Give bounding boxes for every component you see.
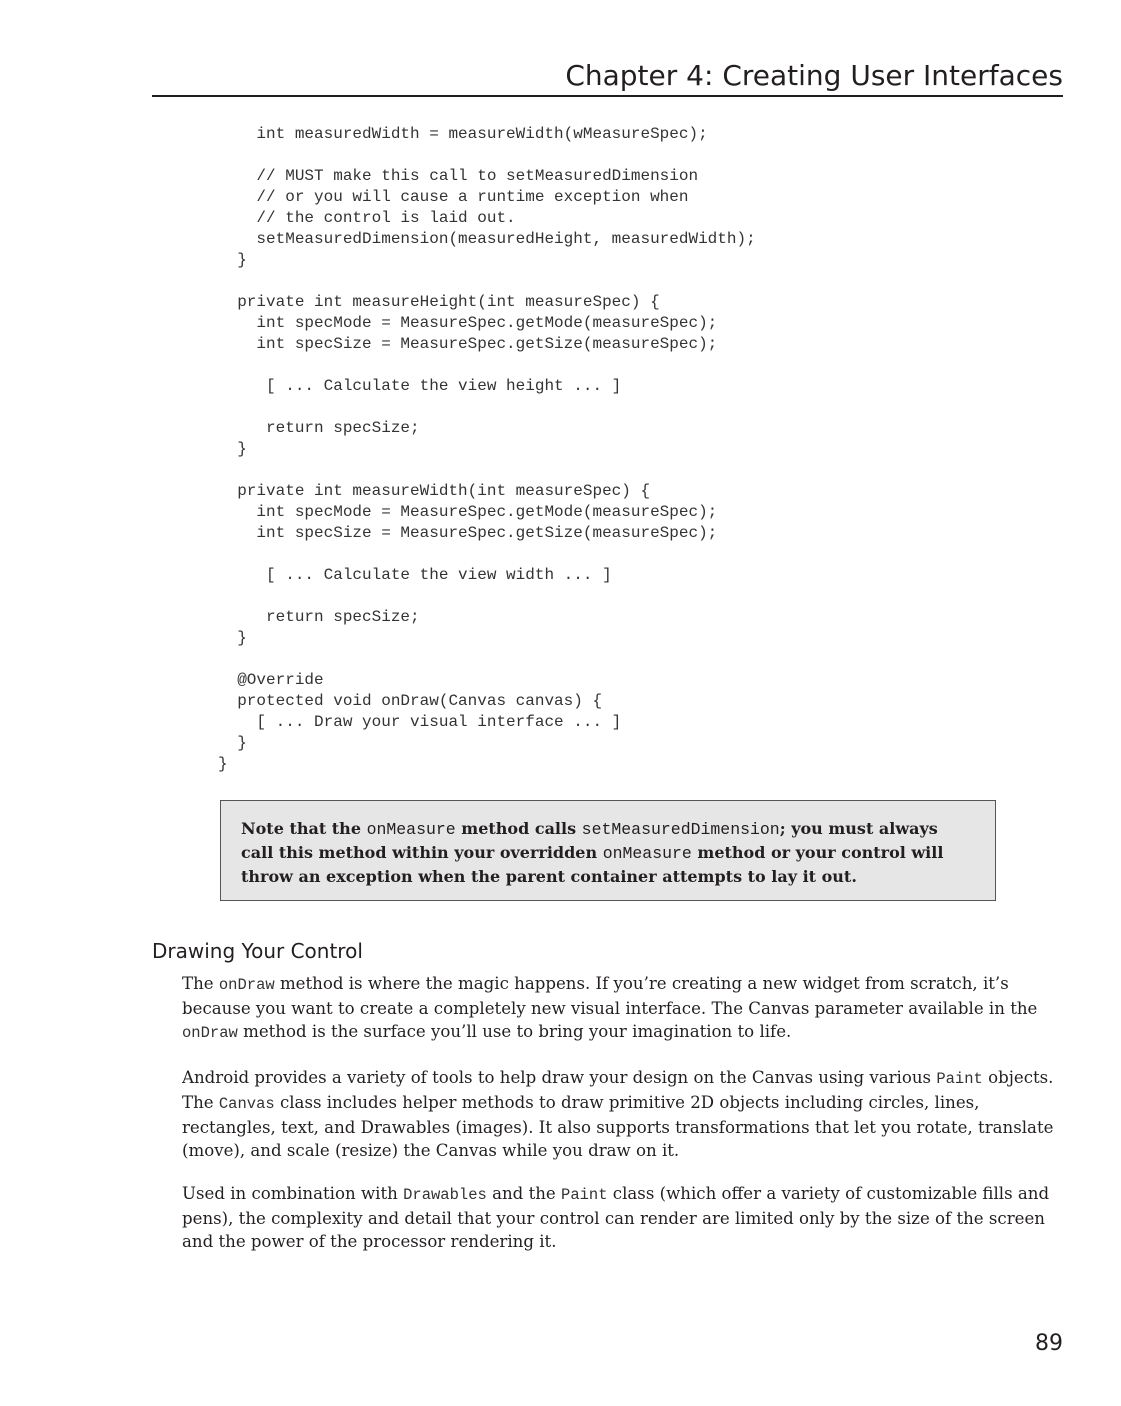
code-line: int specSize = MeasureSpec.getSize(measureSpec); (218, 335, 718, 353)
note-code: setMeasuredDimension (581, 820, 780, 839)
code-line: [ ... Calculate the view width ... ] (218, 566, 612, 584)
note-text: Note that the (241, 819, 367, 838)
paragraph-text: The (182, 974, 219, 993)
paragraph-text: method is where the magic happens. If you’re creating a new widget from scratch, it’s because you want to create a completely new visual interface. The Canvas parameter available in the (182, 974, 1038, 1018)
code-line: int measuredWidth = measureWidth(wMeasureSpec); (218, 125, 708, 143)
note-box (220, 800, 996, 901)
page-number: 89 (1035, 1331, 1063, 1356)
note-text: method or your control will throw an exception when the parent container attempts to lay it out. (241, 843, 944, 886)
code-line: [ ... Draw your visual interface ... ] (218, 713, 622, 731)
chapter-title: Chapter 4: Creating User Interfaces (565, 59, 1063, 92)
note-text: method calls (455, 819, 582, 838)
paragraph-text: method is the surface you’ll use to bring your imagination to life. (237, 1022, 792, 1041)
note-code: onMeasure (366, 820, 456, 839)
code-line: } (218, 755, 228, 773)
code-line: // or you will cause a runtime exception when (218, 188, 689, 206)
code-line: } (218, 629, 247, 647)
code-line: // the control is laid out. (218, 209, 516, 227)
inline-code: Canvas (218, 1095, 275, 1113)
code-line: } (218, 440, 247, 458)
code-listing (218, 124, 756, 775)
paragraph-text: Used in combination with (182, 1184, 404, 1203)
body-paragraph (182, 972, 1062, 1045)
inline-code: onDraw (218, 976, 275, 994)
inline-code: Paint (561, 1186, 608, 1204)
inline-code: Drawables (403, 1186, 487, 1204)
code-line: int specSize = MeasureSpec.getSize(measureSpec); (218, 524, 718, 542)
code-line (218, 145, 756, 166)
section-heading: Drawing Your Control (152, 939, 363, 963)
code-line (218, 355, 756, 376)
header-rule (152, 95, 1063, 97)
code-line: protected void onDraw(Canvas canvas) { (218, 692, 603, 710)
code-line (218, 544, 756, 565)
code-line: int specMode = MeasureSpec.getMode(measureSpec); (218, 503, 718, 521)
code-line (218, 586, 756, 607)
body-paragraph (182, 1066, 1062, 1162)
code-line: return specSize; (218, 608, 420, 626)
code-line: [ ... Calculate the view height ... ] (218, 377, 622, 395)
paragraph-text: Android provides a variety of tools to help draw your design on the Canvas using various (182, 1068, 937, 1087)
code-line (218, 460, 756, 481)
inline-code: Paint (936, 1070, 983, 1088)
code-line: } (218, 734, 247, 752)
code-line: int specMode = MeasureSpec.getMode(measureSpec); (218, 314, 718, 332)
paragraph-text: class includes helper methods to draw primitive 2D objects including circles, lines, rectangles, text, and Drawables (images). It also supports transformations that let you rotate, translate (move), and scale (resize) the Canvas while you draw on it. (182, 1093, 1054, 1160)
body-paragraph (182, 1182, 1062, 1253)
code-line (218, 397, 756, 418)
paragraph-text: and the (486, 1184, 562, 1203)
code-line (218, 271, 756, 292)
paragraph-text: objects. The (182, 1068, 1054, 1112)
inline-code: onDraw (182, 1024, 238, 1042)
code-line: private int measureHeight(int measureSpec) { (218, 293, 660, 311)
code-line (218, 649, 756, 670)
code-line: setMeasuredDimension(measuredHeight, measuredWidth); (218, 230, 756, 248)
code-line: @Override (218, 671, 324, 689)
code-line: // MUST make this call to setMeasuredDimension (218, 167, 699, 185)
code-line: } (218, 251, 247, 269)
note-code: onMeasure (602, 844, 692, 863)
code-line: return specSize; (218, 419, 420, 437)
note-text: ; you must always call this method within your overridden (241, 819, 938, 862)
code-line: private int measureWidth(int measureSpec) { (218, 482, 651, 500)
paragraph-text: class (which offer a variety of customizable fills and pens), the complexity and detail that your control can render are limited only by the size of the screen and the power of the processor rendering it. (182, 1184, 1050, 1251)
